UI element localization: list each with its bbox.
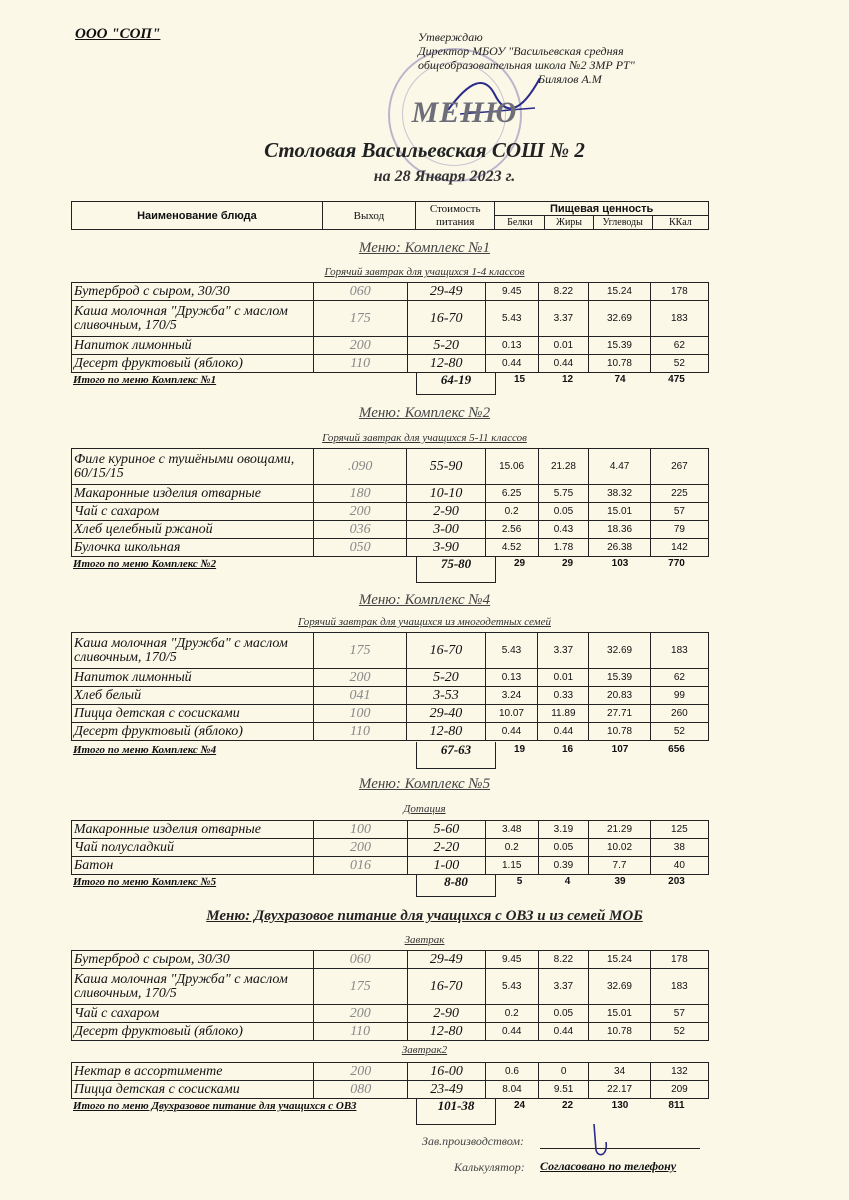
menu-table bbox=[71, 448, 709, 557]
total-kcal: 811 bbox=[668, 1100, 685, 1111]
total-cost: 75-80 bbox=[416, 556, 496, 583]
total-fat: 4 bbox=[564, 876, 571, 887]
table-row bbox=[72, 301, 709, 337]
dish-fat: 0.44 bbox=[538, 723, 589, 741]
menu-table bbox=[71, 950, 709, 1041]
total-carbs: 74 bbox=[614, 374, 626, 385]
header-carbs: Углеводы bbox=[593, 216, 652, 230]
dish-kcal: 79 bbox=[650, 521, 708, 539]
section-subtitle: Горячий завтрак для учащихся из многодетных семей bbox=[298, 616, 551, 628]
dish-name: Булочка школьная bbox=[72, 539, 314, 557]
dish-kcal: 142 bbox=[650, 539, 708, 557]
table-row bbox=[72, 503, 709, 521]
dish-cost: 5-60 bbox=[407, 821, 485, 839]
total-kcal: 203 bbox=[668, 876, 685, 887]
production-signature bbox=[586, 1120, 616, 1160]
dish-fat: 0 bbox=[538, 1063, 589, 1081]
dish-carbs: 38.32 bbox=[589, 485, 650, 503]
dish-carbs: 32.69 bbox=[589, 633, 650, 669]
dish-cost: 1-00 bbox=[407, 857, 485, 875]
dish-kcal: 52 bbox=[650, 355, 708, 373]
dish-kcal: 62 bbox=[650, 669, 708, 687]
section-subtitle: Завтрак bbox=[404, 934, 445, 946]
dish-carbs: 15.01 bbox=[589, 503, 650, 521]
dish-kcal: 62 bbox=[650, 337, 708, 355]
dish-name: Чай с сахаром bbox=[72, 1005, 314, 1023]
dish-protein: 3.24 bbox=[485, 687, 538, 705]
dish-protein: 0.2 bbox=[485, 1005, 538, 1023]
dish-cost: 16-70 bbox=[407, 633, 485, 669]
dish-output: 041 bbox=[313, 687, 407, 705]
dish-carbs: 10.02 bbox=[589, 839, 650, 857]
dish-output: 100 bbox=[314, 821, 408, 839]
dish-protein: 0.6 bbox=[486, 1063, 539, 1081]
approval-block bbox=[418, 30, 635, 86]
dish-protein: 0.13 bbox=[485, 337, 538, 355]
header-kcal: ККал bbox=[652, 216, 708, 230]
table-row bbox=[72, 687, 709, 705]
total-kcal: 475 bbox=[668, 374, 685, 385]
dish-cost: 16-70 bbox=[407, 969, 485, 1005]
header-cost: Стоимость питания bbox=[416, 202, 495, 230]
approval-line-2: Директор МБОУ "Васильевская средняя bbox=[418, 44, 624, 58]
dish-kcal: 52 bbox=[650, 723, 708, 741]
dish-fat: 0.01 bbox=[538, 337, 589, 355]
total-protein: 19 bbox=[513, 744, 526, 755]
table-row bbox=[72, 1023, 709, 1041]
dish-carbs: 15.39 bbox=[589, 337, 650, 355]
dish-carbs: 20.83 bbox=[589, 687, 650, 705]
dish-kcal: 52 bbox=[650, 1023, 708, 1041]
dish-output: 175 bbox=[313, 301, 407, 337]
total-cost: 101-38 bbox=[416, 1098, 496, 1125]
dish-protein: 5.43 bbox=[485, 301, 538, 337]
dish-name: Хлеб белый bbox=[72, 687, 314, 705]
total-carbs: 39 bbox=[614, 876, 626, 887]
dish-protein: 0.13 bbox=[485, 669, 538, 687]
dish-carbs: 7.7 bbox=[589, 857, 650, 875]
dish-fat: 0.05 bbox=[538, 839, 589, 857]
table-row bbox=[72, 337, 709, 355]
dish-protein: 0.44 bbox=[485, 723, 538, 741]
dish-output: 060 bbox=[313, 283, 407, 301]
section-title: Меню: Двухразовое питание для учащихся с ОВЗ и из семей МОБ bbox=[206, 908, 643, 924]
dish-cost: 2-20 bbox=[407, 839, 485, 857]
dish-cost: 12-80 bbox=[407, 723, 485, 741]
dish-fat: 0.01 bbox=[538, 669, 589, 687]
dish-protein: 0.44 bbox=[485, 355, 538, 373]
table-row bbox=[72, 723, 709, 741]
menu-date: на 28 Января 2023 г. bbox=[373, 168, 516, 185]
dish-output: 060 bbox=[313, 951, 407, 969]
company-name: ООО "СОП" bbox=[75, 26, 161, 42]
dish-protein: 6.25 bbox=[485, 485, 538, 503]
dish-name: Чай с сахаром bbox=[72, 503, 314, 521]
dish-fat: 3.37 bbox=[538, 633, 589, 669]
dish-carbs: 32.69 bbox=[589, 969, 650, 1005]
dish-cost: 5-20 bbox=[407, 337, 485, 355]
production-label: Зав.производством: bbox=[422, 1134, 525, 1148]
total-protein: 5 bbox=[516, 876, 523, 887]
dish-protein: 9.45 bbox=[485, 283, 538, 301]
dish-name: Напиток лимонный bbox=[72, 337, 314, 355]
dish-kcal: 132 bbox=[650, 1063, 708, 1081]
total-label: Итого по меню Комплекс №5 bbox=[73, 876, 217, 888]
dish-kcal: 225 bbox=[650, 485, 708, 503]
dish-fat: 0.43 bbox=[538, 521, 589, 539]
dish-fat: 11.89 bbox=[538, 705, 589, 723]
menu-table bbox=[71, 282, 709, 373]
dish-protein: 5.43 bbox=[485, 633, 538, 669]
total-fat: 16 bbox=[561, 744, 574, 755]
section-subtitle: Горячий завтрак для учащихся 1-4 классов bbox=[324, 266, 525, 278]
dish-cost: 12-80 bbox=[407, 1023, 485, 1041]
menu-table bbox=[71, 820, 709, 875]
dish-output: 050 bbox=[313, 539, 407, 557]
table-row bbox=[72, 951, 709, 969]
dish-output: 036 bbox=[313, 521, 407, 539]
section-title: Меню: Комплекс №4 bbox=[358, 592, 491, 608]
dish-carbs: 15.39 bbox=[589, 669, 650, 687]
dish-fat: 8.22 bbox=[538, 951, 589, 969]
total-cost: 8-80 bbox=[416, 874, 496, 897]
section-subtitle: Горячий завтрак для учащихся 5-11 классов bbox=[322, 432, 527, 444]
dish-name: Каша молочная "Дружба" с маслом сливочным, 170/5 bbox=[72, 633, 314, 669]
header-output: Выход bbox=[322, 202, 415, 230]
dish-cost: 55-90 bbox=[407, 449, 485, 485]
table-row bbox=[72, 669, 709, 687]
dish-name: Десерт фруктовый (яблоко) bbox=[72, 723, 314, 741]
dish-carbs: 10.78 bbox=[589, 355, 650, 373]
dish-kcal: 178 bbox=[650, 951, 708, 969]
total-label: Итого по меню Комплекс №4 bbox=[73, 744, 217, 756]
dish-output: 016 bbox=[314, 857, 408, 875]
dish-fat: 21.28 bbox=[538, 449, 589, 485]
dish-fat: 0.44 bbox=[538, 1023, 589, 1041]
dish-name: Макаронные изделия отварные bbox=[72, 821, 314, 839]
dish-protein: 0.2 bbox=[485, 839, 538, 857]
dish-fat: 0.05 bbox=[538, 1005, 589, 1023]
dish-carbs: 10.78 bbox=[589, 1023, 650, 1041]
dish-name: Батон bbox=[72, 857, 314, 875]
header-fat: Жиры bbox=[545, 216, 593, 230]
table-header bbox=[71, 201, 709, 230]
dish-cost: 3-00 bbox=[407, 521, 485, 539]
table-row bbox=[72, 449, 709, 485]
dish-cost: 23-49 bbox=[407, 1081, 485, 1099]
dish-output: 110 bbox=[313, 723, 407, 741]
production-sign-line bbox=[540, 1148, 700, 1149]
dish-cost: 29-49 bbox=[407, 951, 485, 969]
dish-fat: 0.33 bbox=[538, 687, 589, 705]
section-subtitle: Дотация bbox=[403, 803, 446, 815]
dish-carbs: 4.47 bbox=[589, 449, 650, 485]
section-title: Меню: Комплекс №5 bbox=[358, 776, 491, 792]
dish-carbs: 27.71 bbox=[589, 705, 650, 723]
dish-kcal: 183 bbox=[650, 969, 708, 1005]
approval-line-4: Билялов А.М bbox=[538, 72, 602, 86]
dish-output: 200 bbox=[314, 839, 408, 857]
dish-carbs: 22.17 bbox=[589, 1081, 650, 1099]
dish-protein: 9.45 bbox=[485, 951, 538, 969]
dish-output: 110 bbox=[313, 1023, 407, 1041]
dish-carbs: 32.69 bbox=[589, 301, 650, 337]
dish-carbs: 26.38 bbox=[589, 539, 650, 557]
dish-output: 200 bbox=[314, 1063, 408, 1081]
total-carbs: 107 bbox=[611, 744, 629, 755]
dish-fat: 3.19 bbox=[538, 821, 589, 839]
dish-kcal: 125 bbox=[650, 821, 708, 839]
total-kcal: 656 bbox=[668, 744, 685, 755]
dish-fat: 5.75 bbox=[538, 485, 589, 503]
dish-name: Бутерброд с сыром, 30/30 bbox=[72, 951, 314, 969]
table-row bbox=[72, 1005, 709, 1023]
table-row bbox=[72, 1063, 709, 1081]
header-name: Наименование блюда bbox=[72, 202, 323, 230]
dish-protein: 8.04 bbox=[486, 1081, 539, 1099]
dish-cost: 5-20 bbox=[407, 669, 485, 687]
total-cost: 64-19 bbox=[416, 372, 496, 395]
dish-name: Бутерброд с сыром, 30/30 bbox=[72, 283, 314, 301]
calculator-value: Согласовано по телефону bbox=[540, 1159, 677, 1173]
dish-output: .090 bbox=[313, 449, 407, 485]
dish-output: 100 bbox=[313, 705, 407, 723]
dish-kcal: 178 bbox=[650, 283, 708, 301]
dish-output: 200 bbox=[313, 503, 407, 521]
table-row bbox=[72, 969, 709, 1005]
header-protein: Белки bbox=[495, 216, 545, 230]
section-subtitle-2: Завтрак2 bbox=[401, 1044, 448, 1056]
dish-name: Каша молочная "Дружба" с маслом сливочным, 170/5 bbox=[72, 301, 314, 337]
dish-cost: 29-40 bbox=[407, 705, 485, 723]
dish-cost: 3-53 bbox=[407, 687, 485, 705]
total-fat: 29 bbox=[561, 558, 574, 569]
table-row bbox=[72, 283, 709, 301]
table-row bbox=[72, 539, 709, 557]
dish-fat: 3.37 bbox=[538, 301, 589, 337]
dish-protein: 0.2 bbox=[485, 503, 538, 521]
total-label: Итого по меню Двухразовое питание для учащихся с ОВЗ bbox=[73, 1100, 357, 1112]
dish-kcal: 57 bbox=[650, 503, 708, 521]
dish-protein: 2.56 bbox=[485, 521, 538, 539]
dish-name: Макаронные изделия отварные bbox=[72, 485, 314, 503]
dish-fat: 8.22 bbox=[538, 283, 589, 301]
dish-name: Филе куриное с тушёными овощами, 60/15/15 bbox=[72, 449, 314, 485]
dish-protein: 3.48 bbox=[485, 821, 538, 839]
dish-output: 080 bbox=[314, 1081, 408, 1099]
dish-carbs: 21.29 bbox=[589, 821, 650, 839]
dish-kcal: 38 bbox=[650, 839, 708, 857]
dish-name: Десерт фруктовый (яблоко) bbox=[72, 355, 314, 373]
dish-output: 175 bbox=[313, 633, 407, 669]
dish-fat: 0.39 bbox=[538, 857, 589, 875]
total-cost: 67-63 bbox=[416, 742, 496, 769]
dish-kcal: 209 bbox=[650, 1081, 708, 1099]
dish-fat: 0.05 bbox=[538, 503, 589, 521]
section-title: Меню: Комплекс №2 bbox=[358, 405, 491, 421]
dish-name: Каша молочная "Дружба" с маслом сливочным, 170/5 bbox=[72, 969, 314, 1005]
dish-name: Пицца детская с сосисками bbox=[72, 1081, 314, 1099]
dish-carbs: 15.24 bbox=[589, 283, 650, 301]
dish-output: 110 bbox=[313, 355, 407, 373]
dish-kcal: 183 bbox=[650, 301, 708, 337]
dish-cost: 2-90 bbox=[407, 1005, 485, 1023]
dish-protein: 10.07 bbox=[485, 705, 538, 723]
dish-kcal: 267 bbox=[650, 449, 708, 485]
header-nutrition: Пищевая ценность bbox=[495, 202, 709, 216]
table-row bbox=[72, 705, 709, 723]
table-row bbox=[72, 839, 709, 857]
dish-fat: 9.51 bbox=[538, 1081, 589, 1099]
dish-protein: 4.52 bbox=[485, 539, 538, 557]
dish-cost: 16-70 bbox=[407, 301, 485, 337]
approval-line-1: Утверждаю bbox=[418, 30, 483, 44]
table-row bbox=[72, 633, 709, 669]
dish-fat: 0.44 bbox=[538, 355, 589, 373]
dish-kcal: 57 bbox=[650, 1005, 708, 1023]
dish-carbs: 10.78 bbox=[589, 723, 650, 741]
total-fat: 22 bbox=[561, 1100, 574, 1111]
dish-kcal: 183 bbox=[650, 633, 708, 669]
dish-name: Нектар в ассортименте bbox=[72, 1063, 314, 1081]
dish-cost: 10-10 bbox=[407, 485, 485, 503]
total-protein: 29 bbox=[513, 558, 526, 569]
dish-cost: 2-90 bbox=[407, 503, 485, 521]
dish-name: Напиток лимонный bbox=[72, 669, 314, 687]
approval-line-3: общеобразовательная школа №2 ЗМР РТ" bbox=[418, 58, 635, 72]
dish-cost: 12-80 bbox=[407, 355, 485, 373]
total-label: Итого по меню Комплекс №1 bbox=[73, 374, 217, 386]
total-fat: 12 bbox=[561, 374, 574, 385]
menu-table bbox=[71, 632, 709, 741]
total-label: Итого по меню Комплекс №2 bbox=[73, 558, 217, 570]
dish-carbs: 34 bbox=[589, 1063, 650, 1081]
section-title: Меню: Комплекс №1 bbox=[358, 240, 491, 256]
dish-output: 200 bbox=[313, 669, 407, 687]
canteen-name: Столовая Васильевская СОШ № 2 bbox=[264, 138, 585, 162]
menu-title: МЕНЮ bbox=[411, 96, 518, 129]
dish-protein: 0.44 bbox=[485, 1023, 538, 1041]
table-row bbox=[72, 355, 709, 373]
dish-cost: 29-49 bbox=[407, 283, 485, 301]
dish-kcal: 260 bbox=[650, 705, 708, 723]
dish-name: Десерт фруктовый (яблоко) bbox=[72, 1023, 314, 1041]
dish-kcal: 99 bbox=[650, 687, 708, 705]
dish-output: 200 bbox=[313, 1005, 407, 1023]
table-row bbox=[72, 821, 709, 839]
total-carbs: 103 bbox=[611, 558, 629, 569]
dish-cost: 3-90 bbox=[407, 539, 485, 557]
dish-name: Хлеб целебный ржаной bbox=[72, 521, 314, 539]
calculator-label: Калькулятор: bbox=[454, 1160, 525, 1174]
total-kcal: 770 bbox=[668, 558, 685, 569]
dish-carbs: 15.01 bbox=[589, 1005, 650, 1023]
dish-output: 180 bbox=[313, 485, 407, 503]
dish-protein: 15.06 bbox=[485, 449, 538, 485]
dish-name: Чай полусладкий bbox=[72, 839, 314, 857]
dish-carbs: 18.36 bbox=[589, 521, 650, 539]
dish-output: 200 bbox=[313, 337, 407, 355]
table-row bbox=[72, 485, 709, 503]
dish-protein: 5.43 bbox=[485, 969, 538, 1005]
table-row bbox=[72, 521, 709, 539]
dish-kcal: 40 bbox=[650, 857, 708, 875]
table-row bbox=[72, 1081, 709, 1099]
total-carbs: 130 bbox=[611, 1100, 629, 1111]
dish-fat: 1.78 bbox=[538, 539, 589, 557]
dish-output: 175 bbox=[313, 969, 407, 1005]
total-protein: 24 bbox=[513, 1100, 526, 1111]
dish-fat: 3.37 bbox=[538, 969, 589, 1005]
total-protein: 15 bbox=[513, 374, 526, 385]
dish-name: Пицца детская с сосисками bbox=[72, 705, 314, 723]
table-row bbox=[72, 857, 709, 875]
dish-protein: 1.15 bbox=[485, 857, 538, 875]
dish-carbs: 15.24 bbox=[589, 951, 650, 969]
dish-cost: 16-00 bbox=[407, 1063, 485, 1081]
menu-table bbox=[71, 1062, 709, 1099]
